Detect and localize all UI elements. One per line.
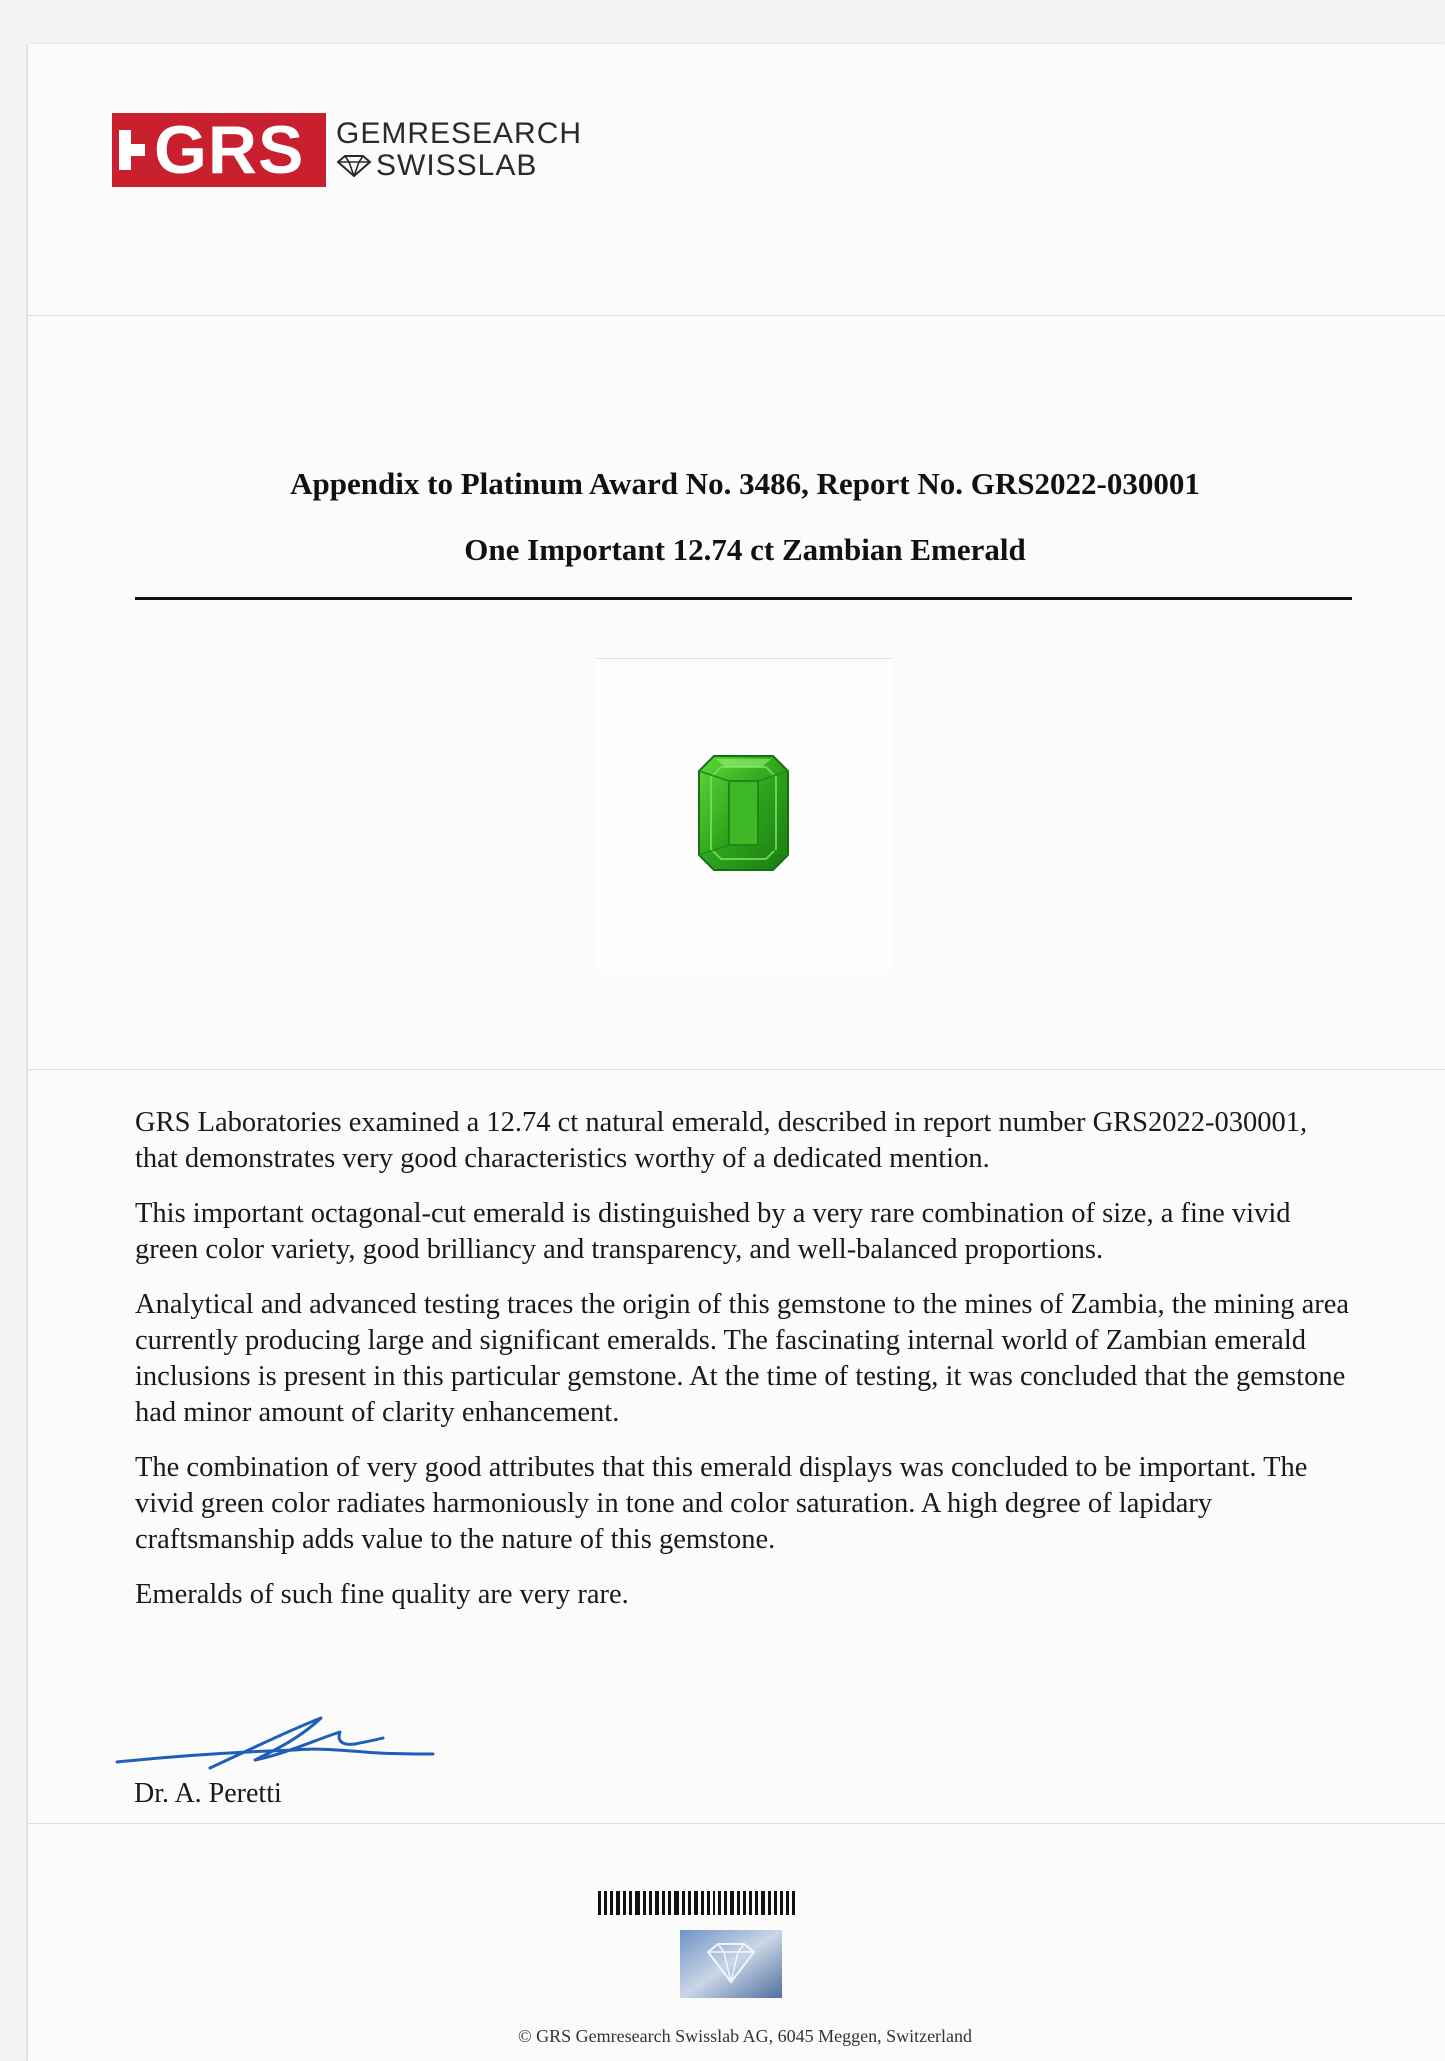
paragraph: Analytical and advanced testing traces the origin of this gemstone to the mines of Zambia, the mining area currently producing large and significant emeralds. The fascinating internal world of Zambian emerald inclusions is present in this particular gemstone. At the time of testing, it was concluded that the gemstone had minor amount of clarity enhancement. <box>135 1289 1350 1428</box>
report-body <box>135 1105 1355 1632</box>
logo-mark <box>112 113 326 187</box>
logo-line2: SWISSLAB <box>376 149 538 182</box>
footer-copyright: © GRS Gemresearch Swisslab AG, 6045 Meggen, Switzerland <box>517 2026 973 2046</box>
grs-logo <box>112 113 582 187</box>
page-subtitle: One Important 12.74 ct Zambian Emerald <box>464 532 1026 567</box>
logo-text <box>336 118 582 182</box>
fold-line <box>28 1823 1445 1824</box>
paragraph: The combination of very good attributes that this emerald displays was concluded to be important. The vivid green color radiates harmoniously in tone and color saturation. A high degree of lapidary craftsmanship adds value to the nature of this gemstone. <box>135 1452 1308 1555</box>
logo-wordmark: GRS <box>154 112 305 188</box>
page-title: Appendix to Platinum Award No. 3486, Report No. GRS2022-030001 <box>290 466 1200 501</box>
gem-photo <box>596 658 892 973</box>
paragraph: GRS Laboratories examined a 12.74 ct natural emerald, described in report number GRS2022-030001, that demonstrates very good characteristics worthy of a dedicated mention. <box>135 1107 1308 1174</box>
paragraph: Emeralds of such fine quality are very rare. <box>135 1579 629 1610</box>
barcode-icon <box>598 1891 798 1915</box>
fold-line <box>28 1069 1445 1070</box>
diamond-icon <box>336 155 372 177</box>
swiss-cross-icon <box>112 113 150 187</box>
logo-line1: GEMRESEARCH <box>336 117 583 150</box>
diamond-hologram-icon <box>680 1930 782 1998</box>
signature-icon <box>115 1710 435 1780</box>
title-rule <box>135 597 1352 600</box>
paragraph: This important octagonal-cut emerald is distinguished by a very rare combination of size, a fine vivid green color variety, good brilliancy and transparency, and well-balanced proportions. <box>135 1198 1291 1265</box>
fold-line <box>28 315 1445 316</box>
signatory-name: Dr. A. Peretti <box>134 1778 282 1809</box>
emerald-icon <box>596 659 892 973</box>
